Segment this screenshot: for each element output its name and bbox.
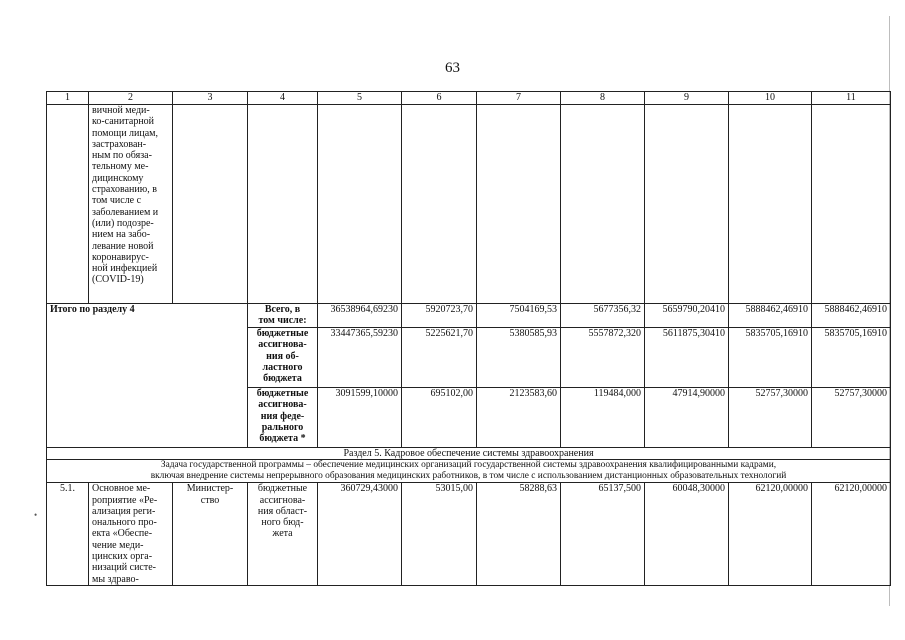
table-cell: 52757,30000: [729, 388, 812, 448]
total-source-cell: бюджетные ассигнова- ния об- ластного бюджета: [248, 328, 318, 388]
table-cell: 3091599,10000: [318, 388, 402, 448]
total-label: Итого по разделу 4: [47, 304, 248, 448]
continued-name-cell: вичной меди- ко-санитарной помощи лицам, застрахован- ным по обяза- тельному ме- дицинскому страхованию, в том числе с заболеванием и (или) подозре- нием на забо- левание новой коронавирус- ной инфекцией (COVID-19): [89, 105, 173, 304]
col-header: 1: [47, 92, 89, 105]
table-cell: 360729,43000: [318, 483, 402, 586]
table-cell: 47914,90000: [645, 388, 729, 448]
table-cell: 60048,30000: [645, 483, 729, 586]
section-title: Раздел 5. Кадровое обеспечение системы здравоохранения: [47, 448, 891, 460]
table-cell: 5225621,70: [402, 328, 477, 388]
source-cell: бюджетные ассигнова- ния област- ного бюд- жета: [248, 483, 318, 586]
table-cell: 33447365,59230: [318, 328, 402, 388]
table-cell: 65137,500: [561, 483, 645, 586]
table-cell: 7504169,53: [477, 304, 561, 328]
table-cell: 2123583,60: [477, 388, 561, 448]
row-number: 5.1.: [47, 483, 89, 586]
total-source-cell: бюджетные ассигнова- ния феде- рального бюджета *: [248, 388, 318, 448]
continued-row: [47, 105, 891, 304]
table-cell: 5920723,70: [402, 304, 477, 328]
table-cell: 5835705,16910: [812, 328, 891, 388]
table-cell: 5888462,46910: [812, 304, 891, 328]
table-cell: 119484,000: [561, 388, 645, 448]
row-5-1: [47, 483, 891, 586]
table-cell: 62120,00000: [729, 483, 812, 586]
table-cell: 5611875,30410: [645, 328, 729, 388]
table-cell: 5888462,46910: [729, 304, 812, 328]
section-title-row: [47, 448, 891, 460]
col-header: 9: [645, 92, 729, 105]
row-name-cell: Основное ме- роприятие «Ре- ализация реги- онального про- екта «Обеспе- чение меди- цинских орга- низаций систе- мы здраво-: [89, 483, 173, 586]
page-number: 63: [445, 60, 460, 76]
col-header: 7: [477, 92, 561, 105]
table-cell: 52757,30000: [812, 388, 891, 448]
col-header: 10: [729, 92, 812, 105]
col-header: 4: [248, 92, 318, 105]
table-cell: 36538964,69230: [318, 304, 402, 328]
table-cell: 5677356,32: [561, 304, 645, 328]
total-row-all: [47, 304, 891, 328]
total-source-cell: Всего, в том числе:: [248, 304, 318, 328]
executor-cell: Министер- ство: [173, 483, 248, 586]
budget-table: [46, 91, 891, 586]
table-cell: 58288,63: [477, 483, 561, 586]
col-header: 8: [561, 92, 645, 105]
col-header: 3: [173, 92, 248, 105]
section-task-row: [47, 460, 891, 483]
col-header: 5: [318, 92, 402, 105]
table-cell: 53015,00: [402, 483, 477, 586]
margin-mark: •: [34, 510, 38, 520]
col-header: 11: [812, 92, 891, 105]
section-task: Задача государственной программы – обеспечение медицинских организаций государственной системы здравоохранения квалифицированными кадрами, включая внедрение системы непрерывного образования медицинских работников, в том числе с использованием дистанционных образовательных технологий: [47, 460, 891, 483]
column-number-row: [47, 92, 891, 105]
table-cell: 5835705,16910: [729, 328, 812, 388]
col-header: 6: [402, 92, 477, 105]
table-cell: 5380585,93: [477, 328, 561, 388]
col-header: 2: [89, 92, 173, 105]
table-cell: 5557872,320: [561, 328, 645, 388]
table-cell: 62120,00000: [812, 483, 891, 586]
table-cell: 695102,00: [402, 388, 477, 448]
table-cell: 5659790,20410: [645, 304, 729, 328]
